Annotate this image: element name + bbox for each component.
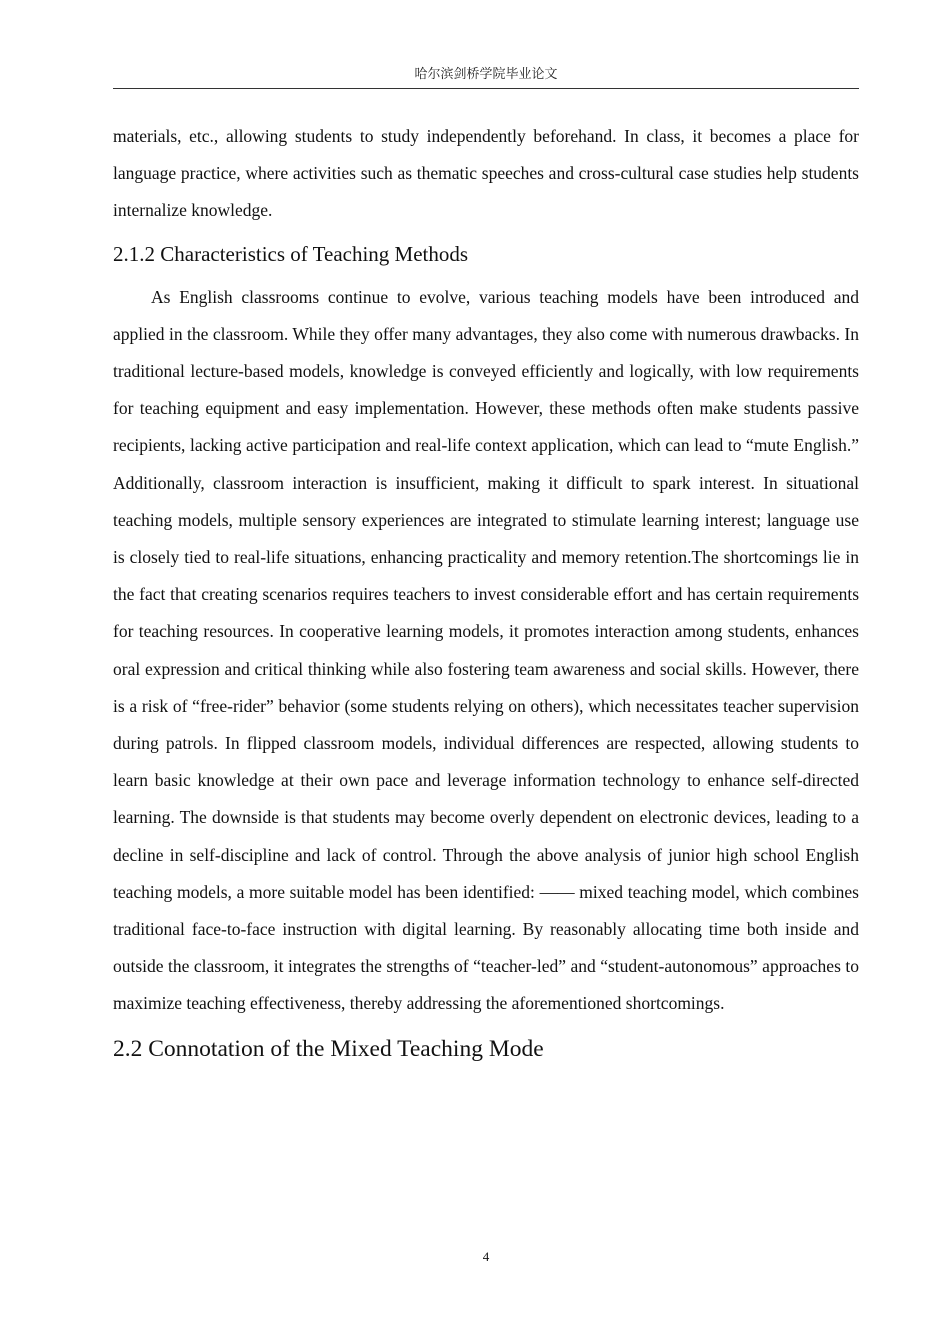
page-number: 4 (482, 1249, 490, 1264)
page-body (113, 118, 859, 1066)
paragraph-teaching-methods: As English classrooms continue to evolve, various teaching models have been introduced and applied in the classroom. While they offer many advantages, they also come with numerous drawbacks. In traditional lecture-based models, knowledge is conveyed efficiently and logically, with low requirements for teaching equipment and easy implementation. However, these methods often make students passive recipients, lacking active participation and real-life context application, which can lead to “mute English.” Additionally, classroom interaction is insufficient, making it difficult to spark interest. In situational teaching models, multiple sensory experiences are integrated to stimulate learning interest; language use is closely tied to real-life situations, enhancing practicality and memory retention.The shortcomings lie in the fact that creating scenarios requires teachers to invest considerable effort and has certain requirements for teaching resources. In cooperative learning models, it promotes interaction among students, enhances oral expression and critical thinking while also fostering team awareness and social skills. However, there is a risk of “free-rider” behavior (some students relying on others), which necessitates teacher supervision during patrols. In flipped classroom models, individual differences are respected, allowing students to learn basic knowledge at their own pace and leverage information technology to enhance self-directed learning. The downside is that students may become overly dependent on electronic devices, leading to a decline in self-discipline and lack of control. Through the above analysis of junior high school English teaching models, a more suitable model has been identified: —— mixed teaching model, which combines traditional face-to-face instruction with digital learning. By reasonably allocating time both inside and outside the classroom, it integrates the strengths of “teacher-led” and “student-autonomous” approaches to maximize teaching effectiveness, thereby addressing the aforementioned shortcomings. (113, 286, 859, 1014)
section-heading-2-2: 2.2 Connotation of the Mixed Teaching Mode (113, 1035, 544, 1062)
header-divider (113, 88, 859, 89)
paragraph-continued: materials, etc., allowing students to study independently beforehand. In class, it becomes a place for language practice, where activities such as thematic speeches and cross-cultural case studies help students internalize knowledge. (113, 126, 859, 221)
running-header: 哈尔滨剑桥学院毕业论文 (414, 67, 558, 82)
section-heading-2-1-2: 2.1.2 Characteristics of Teaching Methods (113, 241, 469, 266)
